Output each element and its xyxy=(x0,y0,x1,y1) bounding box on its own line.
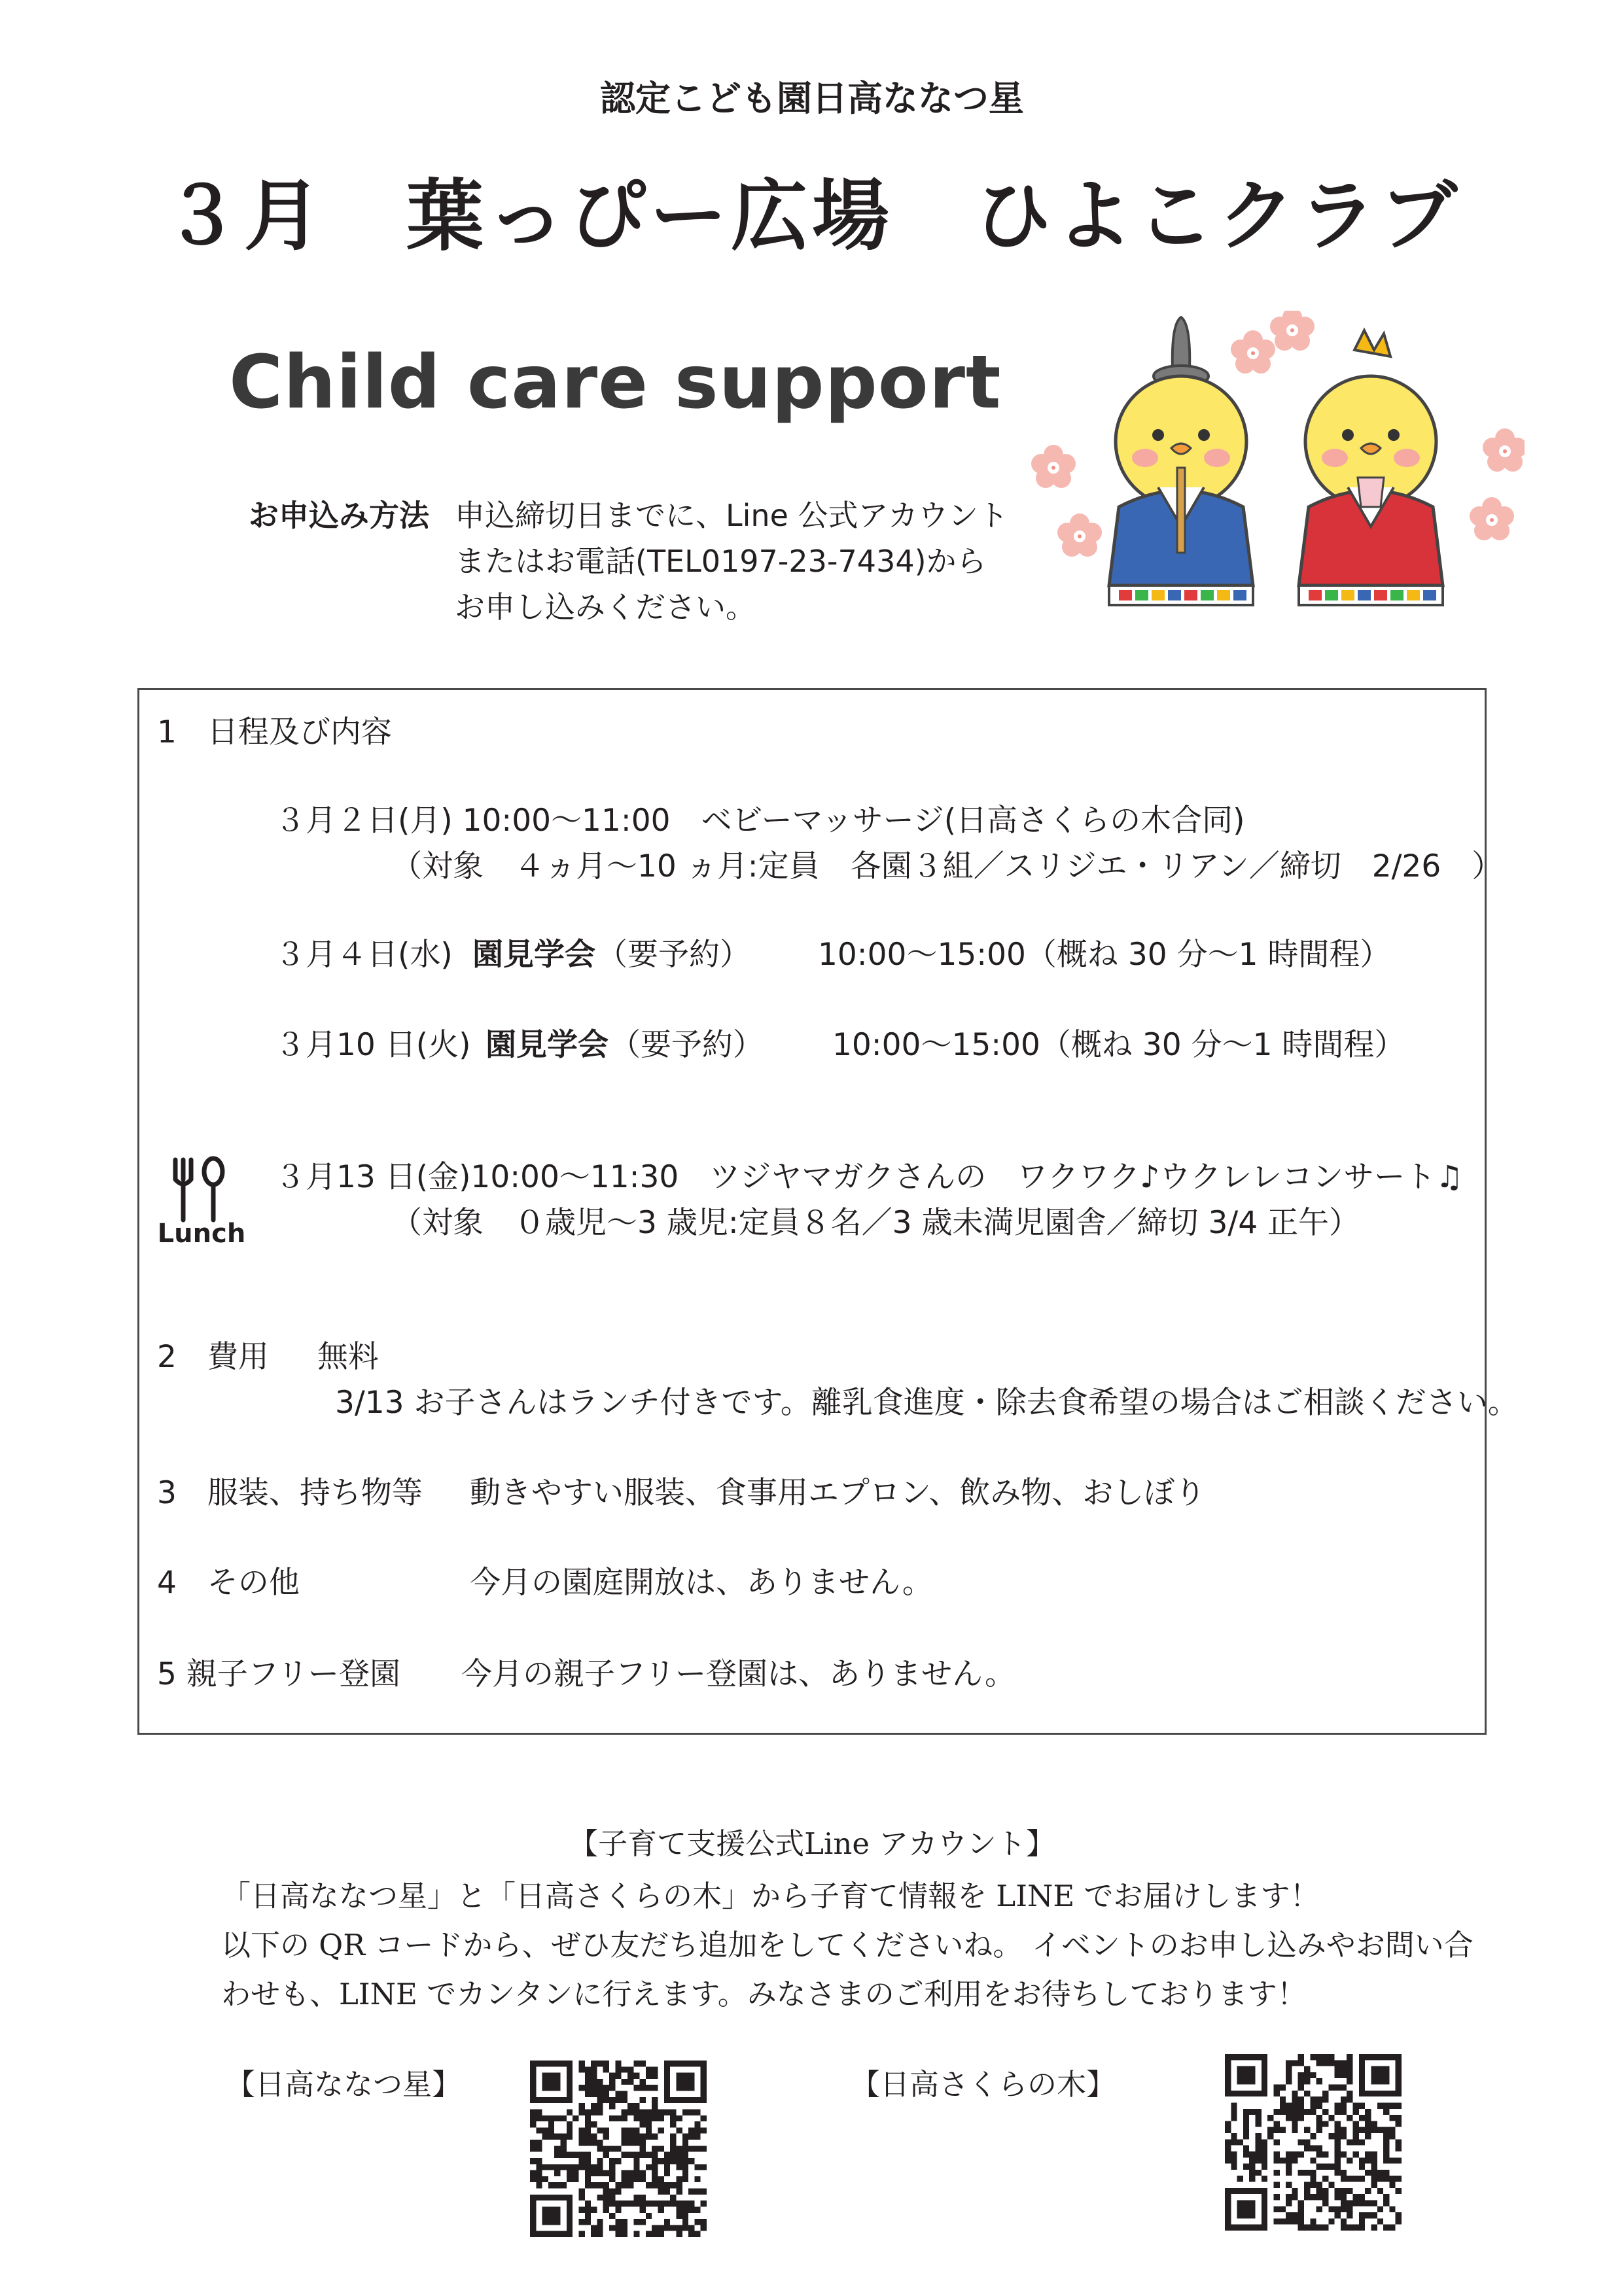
fee-label: 2 費用 xyxy=(157,1339,269,1375)
line-account-text-1: 「日高ななつ星」と「日高さくらの木」から子育て情報を LINE でお届けします！ xyxy=(221,1879,1320,1913)
other-label: 4 その他 xyxy=(157,1565,300,1601)
line-account-text-2: 以下の QR コードから、ぜひ友だち追加をしてくださいね。 イベントのお申し込みやお問い合 xyxy=(221,1928,1474,1962)
page-subtitle: Child care support xyxy=(229,340,1002,425)
other-value: 今月の園庭開放は、ありません。 xyxy=(470,1565,933,1601)
hina-doll-chicks-illustration xyxy=(1027,311,1525,625)
belongings-value: 動きやすい服装、食事用エプロン、飲み物、おしぼり xyxy=(470,1475,1206,1511)
event-ukulele-concert: ３月13 日(金)10:00～11:30 ツジヤマガクさんの ワクワク♪ウクレレコンサート♫ xyxy=(275,1159,1464,1195)
qr-label-sakuranoki: 【日高さくらの木】 xyxy=(851,2067,1116,2102)
event-open-house-1-date: ３月４日(水) xyxy=(275,937,453,973)
event-open-house-1-reserve: （要予約） xyxy=(597,937,750,973)
lunch-icon-label: Lunch xyxy=(157,1219,246,1246)
event-baby-massage: ３月２日(月) 10:00～11:00 ベビーマッサージ(日高さくらの木合同) xyxy=(275,803,1245,839)
male-doll-chick xyxy=(1109,317,1253,605)
plum-blossom-icon xyxy=(1270,311,1315,351)
plum-blossom-icon xyxy=(1483,428,1525,472)
event-open-house-1-name: 園見学会 xyxy=(472,937,595,973)
event-open-house-2-name: 園見学会 xyxy=(485,1027,609,1063)
plum-blossom-icon xyxy=(1231,330,1275,374)
organization-name: 認定こども園日高ななつ星 xyxy=(600,78,1024,119)
fee-note: 3/13 お子さんはランチ付きです。離乳食進度・除去食希望の場合はご相談ください。 xyxy=(335,1385,1519,1421)
page-title: ３月 葉っぴー広場 ひよこクラブ xyxy=(162,171,1461,261)
schedule-heading: 1 日程及び内容 xyxy=(157,714,392,750)
line-account-text-3: わせも、LINE でカンタンに行えます。みなさまのご利用をお待ちしております！ xyxy=(221,1977,1307,2011)
free-visit-value: 今月の親子フリー登園は、ありません。 xyxy=(461,1656,1015,1692)
event-open-house-2-reserve: （要予約） xyxy=(610,1027,764,1063)
belongings-label: 3 服装、持ち物等 xyxy=(157,1475,423,1511)
event-ukulele-concert-note: （対象 ０歳児～3 歳児:定員８名／3 歳未満児園舎／締切 3/4 正午） xyxy=(391,1205,1360,1241)
qr-code-nanatsuboshi[interactable] xyxy=(530,2061,707,2237)
event-open-house-2-time: 10:00～15:00（概ね 30 分～1 時間程） xyxy=(832,1027,1405,1063)
event-open-house-1-time: 10:00～15:00（概ね 30 分～1 時間程） xyxy=(818,937,1391,973)
application-method-label: お申込み方法 xyxy=(249,498,429,533)
fee-value: 無料 xyxy=(317,1339,379,1375)
plum-blossom-icon xyxy=(1470,497,1514,540)
free-visit-label: 5 親子フリー登園 xyxy=(157,1656,400,1692)
event-open-house-2-date: ３月10 日(火) xyxy=(275,1027,471,1063)
plum-blossom-icon xyxy=(1031,445,1076,488)
female-doll-chick xyxy=(1299,330,1443,605)
qr-label-nanatsuboshi: 【日高ななつ星】 xyxy=(226,2067,462,2102)
application-line-1: 申込締切日までに、Line 公式アカウント xyxy=(455,498,1009,533)
qr-code-sakuranoki[interactable] xyxy=(1225,2054,1402,2231)
plum-blossom-icon xyxy=(1057,513,1102,557)
application-line-2: またはお電話(TEL0197-23-7434)から xyxy=(455,544,987,579)
line-account-header: 【子育て支援公式Line アカウント】 xyxy=(569,1826,1055,1861)
lunch-fork-spoon-icon xyxy=(149,1155,254,1246)
event-baby-massage-note: （対象 ４ヵ月～10 ヵ月:定員 各園３組／スリジエ・リアン／締切 2/26 ） xyxy=(391,848,1503,884)
application-line-3: お申し込みください。 xyxy=(455,589,756,625)
